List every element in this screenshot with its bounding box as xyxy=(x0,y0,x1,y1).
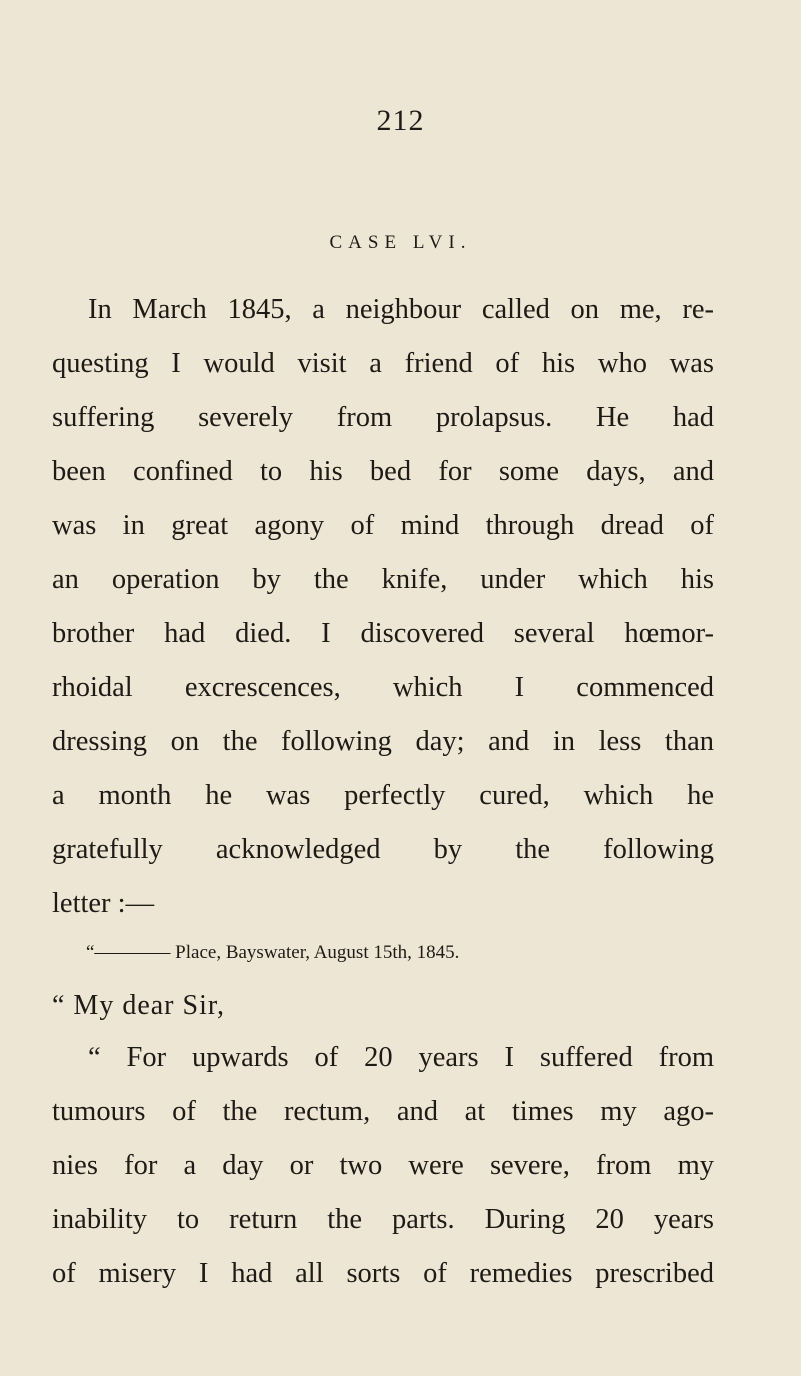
paragraph-line: an operation by the knife, under which his xyxy=(52,564,714,595)
letter-line: tumours of the rectum, and at times my ago- xyxy=(52,1096,714,1127)
case-heading: CASE LVI. xyxy=(329,232,472,253)
paragraph-line: a month he was perfectly cured, which he xyxy=(52,780,714,811)
letter-line: “ For upwards of 20 years I suffered from xyxy=(88,1042,714,1073)
paragraph-line: suffering severely from prolapsus. He had xyxy=(52,402,714,433)
paragraph-line: letter :— xyxy=(52,888,155,919)
letter-salutation: “ My dear Sir, xyxy=(52,990,226,1021)
letter-line: nies for a day or two were severe, from my xyxy=(52,1150,714,1181)
page-number: 212 xyxy=(376,104,425,137)
paragraph-line: questing I would visit a friend of his who was xyxy=(52,348,714,379)
letter-dateline: “———— Place, Bayswater, August 15th, 1845. xyxy=(86,942,460,963)
letter-line: inability to return the parts. During 20 years xyxy=(52,1204,714,1235)
paragraph-line: been confined to his bed for some days, and xyxy=(52,456,714,487)
paragraph-line: dressing on the following day; and in less than xyxy=(52,726,714,757)
paragraph-line: gratefully acknowledged by the following xyxy=(52,834,714,865)
paragraph-line: In March 1845, a neighbour called on me, re- xyxy=(88,294,714,325)
letter-line: of misery I had all sorts of remedies prescribed xyxy=(52,1258,714,1289)
paragraph-line: was in great agony of mind through dread of xyxy=(52,510,714,541)
paragraph-line: brother had died. I discovered several hœmor- xyxy=(52,618,714,649)
paragraph-line: rhoidal excrescences, which I commenced xyxy=(52,672,714,703)
